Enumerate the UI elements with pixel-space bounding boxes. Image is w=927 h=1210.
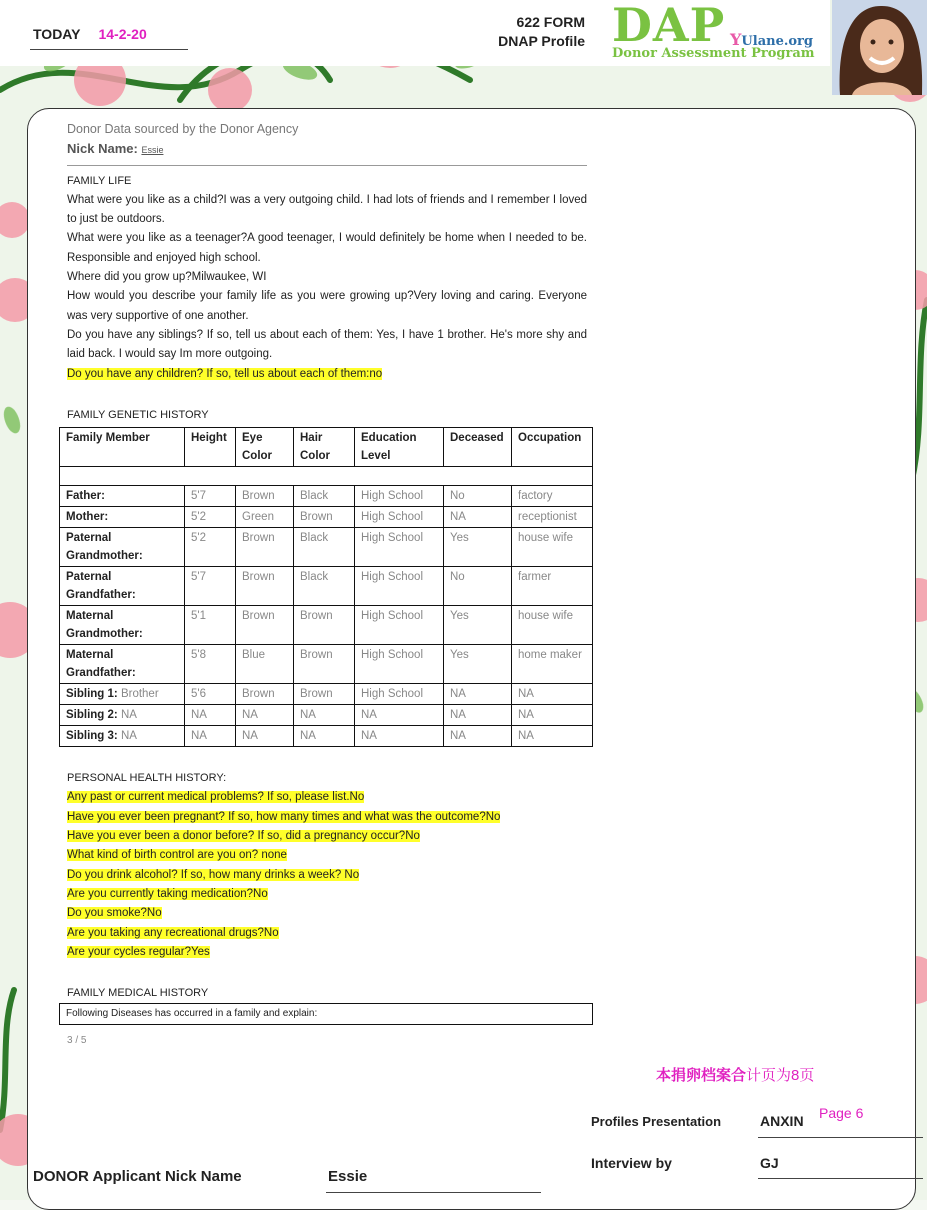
- genetic-cell: No: [444, 486, 512, 507]
- family-member-cell: Father:: [60, 486, 185, 507]
- col-header: Hair Color: [294, 428, 355, 467]
- col-header: Education Level: [355, 428, 444, 467]
- genetic-cell: house wife: [512, 528, 593, 567]
- genetic-cell: 5'2: [185, 507, 236, 528]
- family-member-cell: Paternal Grandmother:: [60, 528, 185, 567]
- page-label: Page 6: [819, 1105, 864, 1121]
- interview-label: Interview by: [591, 1155, 672, 1171]
- family-member-cell: Paternal Grandfather:: [60, 567, 185, 606]
- family-life-q1: What were you like as a child?I was a very outgoing child. I had lots of friends and I remember I loved to just be outdoors.: [67, 193, 587, 226]
- table-row: [60, 684, 593, 705]
- health-question: Are your cycles regular?Yes: [67, 945, 210, 958]
- genetic-cell: Brown: [236, 606, 294, 645]
- genetic-cell: Yes: [444, 606, 512, 645]
- health-question: Are you taking any recreational drugs?No: [67, 926, 279, 939]
- table-row: [60, 606, 593, 645]
- genetic-cell: 5'6: [185, 684, 236, 705]
- genetic-cell: NA: [512, 684, 593, 705]
- health-question: Do you smoke?No: [67, 907, 162, 920]
- genetic-cell: NA: [444, 684, 512, 705]
- medical-history-title: FAMILY MEDICAL HISTORY: [67, 987, 209, 1000]
- genetic-cell: NA: [185, 705, 236, 726]
- genetic-cell: NA: [294, 705, 355, 726]
- genetic-cell: Green: [236, 507, 294, 528]
- genetic-cell: NA: [512, 726, 593, 747]
- family-life-q2: What were you like as a teenager?A good teenager, I would definitely be home when I needed to be. Responsible and enjoyed high school.: [67, 232, 587, 264]
- col-header: Family Member: [60, 428, 185, 467]
- col-header: Occupation: [512, 428, 593, 467]
- health-question: Have you ever been a donor before? If so, did a pregnancy occur?No: [67, 830, 420, 843]
- source-line: Donor Data sourced by the Donor Agency: [67, 122, 299, 136]
- family-life-q5: Do you have any siblings? If so, tell us about each of them: Yes, I have 1 brother. He's more shy and laid back. I would say Im more outgoing.: [67, 328, 587, 361]
- medical-history-box: Following Diseases has occurred in a family and explain:: [59, 1003, 593, 1025]
- genetic-cell: Brown: [294, 645, 355, 684]
- genetic-cell: NA: [185, 726, 236, 747]
- genetic-cell: 5'8: [185, 645, 236, 684]
- applicant-value: Essie: [328, 1168, 368, 1185]
- table-row: [60, 705, 593, 726]
- family-member-cell: Sibling 2: NA: [60, 705, 185, 726]
- genetic-cell: NA: [355, 705, 444, 726]
- health-question: What kind of birth control are you on? none: [67, 849, 287, 862]
- genetic-cell: Brown: [236, 567, 294, 606]
- donor-photo: [832, 0, 927, 95]
- interview-underline: [758, 1178, 923, 1179]
- genetic-history-table: [59, 427, 593, 747]
- genetic-cell: Black: [294, 528, 355, 567]
- genetic-cell: No: [444, 567, 512, 606]
- genetic-cell: High School: [355, 567, 444, 606]
- table-header-row: [60, 428, 593, 467]
- logo-main: DAP: [612, 0, 726, 52]
- genetic-cell: NA: [444, 705, 512, 726]
- today-label: TODAY 14-2-20: [33, 26, 147, 42]
- genetic-cell: home maker: [512, 645, 593, 684]
- genetic-cell: Black: [294, 486, 355, 507]
- page-number: 3 / 5: [67, 1035, 87, 1047]
- family-life-q3: Where did you grow up?Milwaukee, WI: [67, 271, 267, 284]
- genetic-cell: Brown: [236, 486, 294, 507]
- nick-name: Nick Name: Essie: [67, 141, 164, 157]
- genetic-cell: Yes: [444, 528, 512, 567]
- applicant-underline: [326, 1192, 541, 1193]
- form-title: 622 FORM DNAP Profile: [498, 14, 585, 49]
- col-header: Height: [185, 428, 236, 467]
- genetic-cell: NA: [512, 705, 593, 726]
- genetic-cell: NA: [355, 726, 444, 747]
- genetic-cell: NA: [236, 726, 294, 747]
- profiles-underline: [758, 1137, 923, 1138]
- family-member-cell: Maternal Grandmother:: [60, 606, 185, 645]
- table-row: [60, 567, 593, 606]
- genetic-cell: NA: [444, 507, 512, 528]
- family-member-cell: Mother:: [60, 507, 185, 528]
- table-row: [60, 528, 593, 567]
- family-member-cell: Sibling 1: Brother: [60, 684, 185, 705]
- family-life-q6: Do you have any children? If so, tell us about each of them:no: [67, 367, 383, 380]
- genetic-cell: Brown: [236, 684, 294, 705]
- genetic-cell: High School: [355, 507, 444, 528]
- genetic-cell: NA: [236, 705, 294, 726]
- health-question: Do you drink alcohol? If so, how many drinks a week? No: [67, 868, 360, 881]
- applicant-label: DONOR Applicant Nick Name: [33, 1168, 242, 1185]
- genetic-history-title: FAMILY GENETIC HISTORY: [67, 408, 209, 421]
- genetic-cell: house wife: [512, 606, 593, 645]
- dap-logo: [612, 2, 822, 64]
- genetic-cell: High School: [355, 528, 444, 567]
- table-row: [60, 507, 593, 528]
- genetic-cell: factory: [512, 486, 593, 507]
- genetic-cell: farmer: [512, 567, 593, 606]
- genetic-cell: 5'2: [185, 528, 236, 567]
- health-history-title: PERSONAL HEALTH HISTORY:: [67, 772, 227, 785]
- family-life-title: FAMILY LIFE: [67, 174, 132, 187]
- nick-name-value: Essie: [141, 145, 164, 156]
- genetic-cell: Yes: [444, 645, 512, 684]
- family-member-cell: Maternal Grandfather:: [60, 645, 185, 684]
- family-member-cell: Sibling 3: NA: [60, 726, 185, 747]
- table-row: [60, 486, 593, 507]
- genetic-cell: Brown: [294, 507, 355, 528]
- genetic-cell: NA: [444, 726, 512, 747]
- health-question: Have you ever been pregnant? If so, how many times and what was the outcome?No: [67, 810, 501, 823]
- genetic-cell: High School: [355, 684, 444, 705]
- genetic-cell: High School: [355, 486, 444, 507]
- profiles-label: Profiles Presentation: [591, 1114, 722, 1129]
- genetic-cell: Brown: [294, 684, 355, 705]
- logo-subtitle: Donor Assessment Program: [612, 46, 815, 61]
- interview-value: GJ: [760, 1155, 779, 1171]
- genetic-cell: Black: [294, 567, 355, 606]
- table-row: [60, 726, 593, 747]
- health-question: Are you currently taking medication?No: [67, 887, 268, 900]
- table-row: [60, 645, 593, 684]
- chinese-note: 本捐卵档案合计页为8页: [656, 1067, 815, 1084]
- profiles-value: ANXIN: [760, 1113, 804, 1129]
- today-underline: [30, 49, 188, 50]
- logo-org: YUlane.org: [730, 30, 813, 49]
- genetic-cell: NA: [294, 726, 355, 747]
- genetic-cell: Brown: [294, 606, 355, 645]
- divider: [67, 165, 587, 166]
- profile-document: [67, 120, 597, 1051]
- genetic-cell: 5'7: [185, 486, 236, 507]
- family-life-q4: How would you describe your family life as you were growing up?Very loving and caring. Everyone was very supportive of one another.: [67, 290, 587, 322]
- today-date: 14-2-20: [98, 26, 147, 42]
- col-header: Eye Color: [236, 428, 294, 467]
- genetic-cell: Blue: [236, 645, 294, 684]
- genetic-cell: receptionist: [512, 507, 593, 528]
- genetic-cell: High School: [355, 606, 444, 645]
- genetic-cell: 5'7: [185, 567, 236, 606]
- genetic-cell: High School: [355, 645, 444, 684]
- col-header: Deceased: [444, 428, 512, 467]
- genetic-cell: 5'1: [185, 606, 236, 645]
- table-spacer-row: [60, 467, 593, 486]
- genetic-cell: Brown: [236, 528, 294, 567]
- health-question: Any past or current medical problems? If so, please list.No: [67, 791, 365, 804]
